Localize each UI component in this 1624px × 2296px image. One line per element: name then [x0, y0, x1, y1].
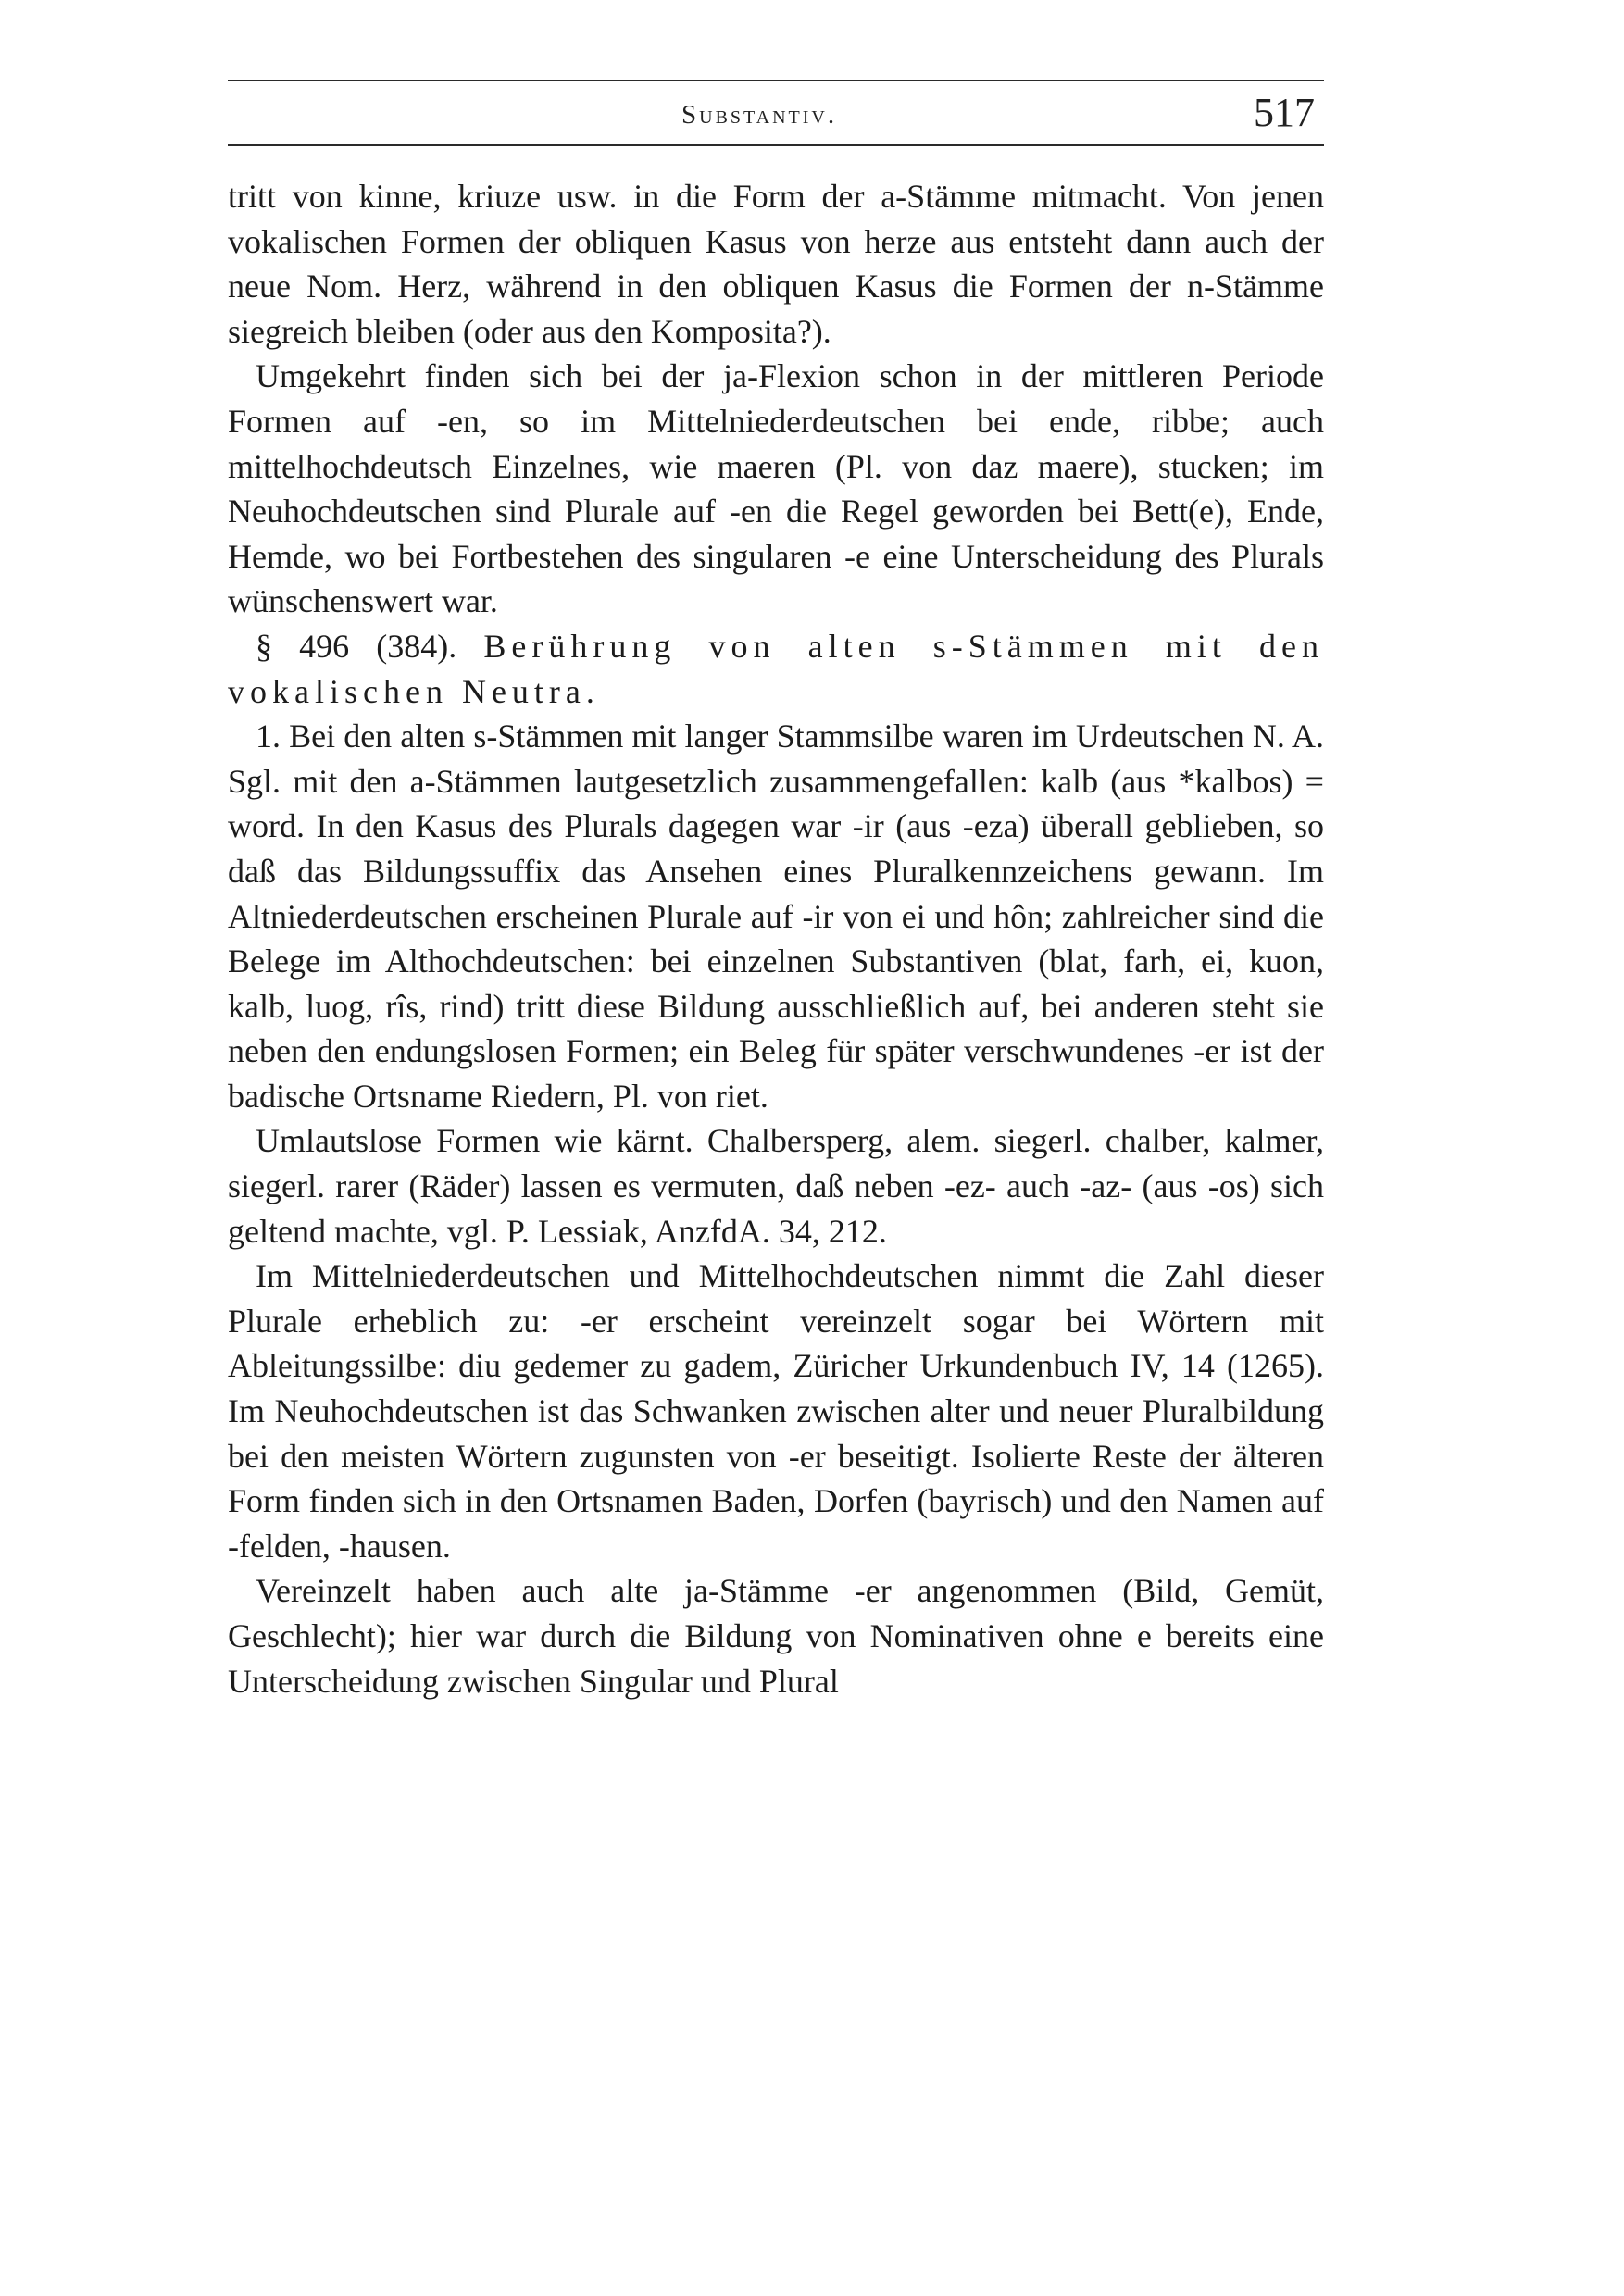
- paragraph: Umlautslose Formen wie kärnt. Chalbersperg, alem. siegerl. chalber, kalmer, siegerl. rarer (Räder) lassen es vermuten, daß neben -ez- auch -az- (aus -os) sich geltend machte, vgl. P. Lessiak, AnzfdA. 34, 212.: [228, 1122, 1324, 1250]
- body-text: [228, 174, 1324, 1703]
- paragraph: Vereinzelt haben auch alte ja-Stämme -er angenommen (Bild, Gemüt, Geschlecht); hier war durch die Bildung von Nominativen ohne e bereits eine Unterscheidung zwischen Singular und Plural: [228, 1572, 1324, 1700]
- paragraph: tritt von kinne, kriuze usw. in die Form der a-Stämme mitmacht. Von jenen vokalischen Formen der obliquen Kasus von herze aus entsteht dann auch der neue Nom. Herz, während in den obliquen Kasus die Formen der n-Stämme siegreich bleiben (oder aus den Komposita?).: [228, 178, 1324, 350]
- page-number: 517: [1254, 90, 1315, 135]
- paragraph: 1. Bei den alten s-Stämmen mit langer Stammsilbe waren im Urdeutschen N. A. Sgl. mit den a-Stämmen lautgesetzlich zusammengefallen: kalb (aus *kalbos) = word. In den Kasus des Plurals dagegen war -ir (aus -eza) überall geblieben, so daß das Bildungssuffix das Ansehen eines Pluralkennzeichens gewann. Im Altniederdeutschen erscheinen Plurale auf -ir von ei und hôn; zahlreicher sind die Belege im Althochdeutschen: bei einzelnen Substantiven (blat, farh, ei, kuon, kalb, luog, rîs, rind) tritt diese Bildung ausschließlich auf, bei anderen steht sie neben den endungslosen Formen; ein Beleg für später verschwundenes -er ist der badische Ortsname Riedern, Pl. von riet.: [228, 718, 1324, 1115]
- paragraph: Umgekehrt finden sich bei der ja-Flexion schon in der mittleren Periode Formen auf -en, so im Mittelniederdeutschen bei ende, ribbe; auch mittelhochdeutsch Einzelnes, wie maeren (Pl. von daz maere), stucken; im Neuhochdeutschen sind Plurale auf -en die Regel geworden bei Bett(e), Ende, Hemde, wo bei Fortbestehen des singularen -e eine Unterscheidung des Plurals wünschenswert war.: [228, 357, 1324, 620]
- running-head: [228, 89, 1324, 141]
- top-rule: [228, 80, 1324, 81]
- bottom-rule: [228, 144, 1324, 146]
- paragraph: Im Mittelniederdeutschen und Mittelhochdeutschen nimmt die Zahl dieser Plurale erheblich zu: -er erscheint vereinzelt sogar bei Wörtern mit Ableitungssilbe: diu gedemer zu gadem, Züricher Urkundenbuch IV, 14 (1265). Im Neuhochdeutschen ist das Schwanken zwischen alter und neuer Pluralbildung bei den meisten Wörtern zugunsten von -er beseitigt. Isolierte Reste der älteren Form finden sich in den Ortsnamen Baden, Dorfen (bayrisch) und den Namen auf -felden, -hausen.: [228, 1257, 1324, 1565]
- section-heading-text: Berührung von alten s-Stämmen mit den vokalischen Neutra.: [228, 627, 1324, 710]
- section-heading: [228, 624, 1324, 714]
- section-title: Substantiv.: [681, 100, 838, 130]
- section-number: § 496 (384).: [256, 627, 457, 665]
